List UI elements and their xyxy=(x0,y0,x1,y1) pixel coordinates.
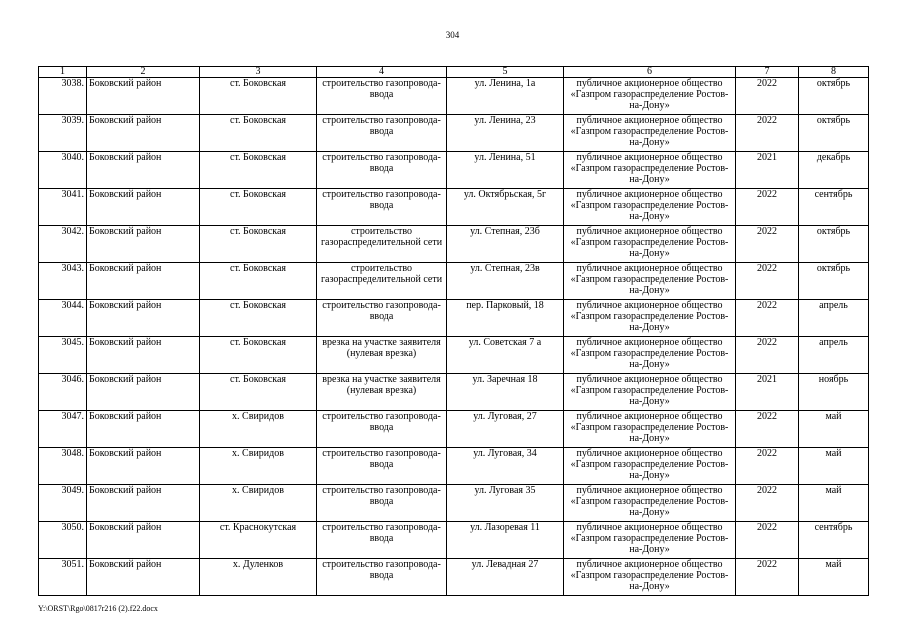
locality-cell: ст. Боковская xyxy=(200,78,317,115)
row-number: 3043. xyxy=(39,263,87,300)
year-cell: 2022 xyxy=(736,78,799,115)
month-cell: октябрь xyxy=(799,78,869,115)
address-cell: ул. Заречная 18 xyxy=(447,374,564,411)
address-cell: ул. Ленина, 51 xyxy=(447,152,564,189)
year-cell: 2022 xyxy=(736,189,799,226)
page-number: 304 xyxy=(445,30,460,40)
row-number: 3038. xyxy=(39,78,87,115)
address-cell: ул. Ленина, 1а xyxy=(447,78,564,115)
year-cell: 2022 xyxy=(736,337,799,374)
owner-cell: публичное акционерное общество «Газпром газораспределение Ростов-на-Дону» xyxy=(564,559,736,596)
locality-cell: х. Свиридов xyxy=(200,411,317,448)
work-type-cell: строительство газораспределительной сети xyxy=(317,226,447,263)
table-row xyxy=(39,337,869,374)
district-cell: Боковский район xyxy=(87,189,200,226)
column-header: 7 xyxy=(736,67,799,78)
row-number: 3051. xyxy=(39,559,87,596)
address-cell: ул. Левадная 27 xyxy=(447,559,564,596)
owner-cell: публичное акционерное общество «Газпром газораспределение Ростов-на-Дону» xyxy=(564,78,736,115)
work-type-cell: строительство газопровода-ввода xyxy=(317,411,447,448)
column-header: 8 xyxy=(799,67,869,78)
table-row xyxy=(39,374,869,411)
column-header: 2 xyxy=(87,67,200,78)
owner-cell: публичное акционерное общество «Газпром газораспределение Ростов-на-Дону» xyxy=(564,263,736,300)
table-row xyxy=(39,411,869,448)
address-cell: ул. Луговая 35 xyxy=(447,485,564,522)
owner-cell: публичное акционерное общество «Газпром газораспределение Ростов-на-Дону» xyxy=(564,300,736,337)
table-row xyxy=(39,78,869,115)
address-cell: ул. Октябрьская, 5г xyxy=(447,189,564,226)
district-cell: Боковский район xyxy=(87,337,200,374)
row-number: 3050. xyxy=(39,522,87,559)
row-number: 3040. xyxy=(39,152,87,189)
table-row xyxy=(39,226,869,263)
year-cell: 2022 xyxy=(736,411,799,448)
work-type-cell: строительство газопровода-ввода xyxy=(317,522,447,559)
district-cell: Боковский район xyxy=(87,300,200,337)
owner-cell: публичное акционерное общество «Газпром газораспределение Ростов-на-Дону» xyxy=(564,226,736,263)
year-cell: 2022 xyxy=(736,522,799,559)
work-type-cell: строительство газопровода-ввода xyxy=(317,152,447,189)
month-cell: май xyxy=(799,448,869,485)
work-type-cell: строительство газопровода-ввода xyxy=(317,78,447,115)
column-header: 4 xyxy=(317,67,447,78)
year-cell: 2022 xyxy=(736,300,799,337)
month-cell: октябрь xyxy=(799,263,869,300)
locality-cell: х. Свиридов xyxy=(200,448,317,485)
month-cell: май xyxy=(799,485,869,522)
year-cell: 2022 xyxy=(736,226,799,263)
owner-cell: публичное акционерное общество «Газпром газораспределение Ростов-на-Дону» xyxy=(564,522,736,559)
district-cell: Боковский район xyxy=(87,115,200,152)
month-cell: май xyxy=(799,559,869,596)
month-cell: апрель xyxy=(799,337,869,374)
year-cell: 2022 xyxy=(736,115,799,152)
locality-cell: ст. Боковская xyxy=(200,115,317,152)
address-cell: ул. Степная, 23б xyxy=(447,226,564,263)
row-number: 3039. xyxy=(39,115,87,152)
table-row xyxy=(39,448,869,485)
row-number: 3041. xyxy=(39,189,87,226)
owner-cell: публичное акционерное общество «Газпром газораспределение Ростов-на-Дону» xyxy=(564,374,736,411)
locality-cell: ст. Боковская xyxy=(200,374,317,411)
year-cell: 2021 xyxy=(736,152,799,189)
locality-cell: ст. Боковская xyxy=(200,263,317,300)
month-cell: октябрь xyxy=(799,115,869,152)
locality-cell: ст. Боковская xyxy=(200,226,317,263)
address-cell: пер. Парковый, 18 xyxy=(447,300,564,337)
locality-cell: ст. Боковская xyxy=(200,300,317,337)
locality-cell: х. Свиридов xyxy=(200,485,317,522)
district-cell: Боковский район xyxy=(87,485,200,522)
owner-cell: публичное акционерное общество «Газпром газораспределение Ростов-на-Дону» xyxy=(564,189,736,226)
owner-cell: публичное акционерное общество «Газпром газораспределение Ростов-на-Дону» xyxy=(564,448,736,485)
district-cell: Боковский район xyxy=(87,263,200,300)
district-cell: Боковский район xyxy=(87,448,200,485)
work-type-cell: строительство газопровода-ввода xyxy=(317,189,447,226)
row-number: 3047. xyxy=(39,411,87,448)
month-cell: декабрь xyxy=(799,152,869,189)
month-cell: сентябрь xyxy=(799,189,869,226)
row-number: 3044. xyxy=(39,300,87,337)
row-number: 3042. xyxy=(39,226,87,263)
work-type-cell: врезка на участке заявителя (нулевая врезка) xyxy=(317,337,447,374)
row-number: 3048. xyxy=(39,448,87,485)
address-cell: ул. Ленина, 23 xyxy=(447,115,564,152)
owner-cell: публичное акционерное общество «Газпром газораспределение Ростов-на-Дону» xyxy=(564,411,736,448)
district-cell: Боковский район xyxy=(87,226,200,263)
month-cell: апрель xyxy=(799,300,869,337)
work-type-cell: строительство газопровода-ввода xyxy=(317,300,447,337)
column-header: 3 xyxy=(200,67,317,78)
table-row xyxy=(39,522,869,559)
year-cell: 2022 xyxy=(736,485,799,522)
year-cell: 2022 xyxy=(736,559,799,596)
table-row xyxy=(39,559,869,596)
district-cell: Боковский район xyxy=(87,411,200,448)
address-cell: ул. Луговая, 34 xyxy=(447,448,564,485)
locality-cell: ст. Боковская xyxy=(200,189,317,226)
row-number: 3045. xyxy=(39,337,87,374)
table-row xyxy=(39,485,869,522)
table-body xyxy=(39,78,869,596)
column-header: 5 xyxy=(447,67,564,78)
table-row xyxy=(39,189,869,226)
work-type-cell: врезка на участке заявителя (нулевая врезка) xyxy=(317,374,447,411)
year-cell: 2022 xyxy=(736,263,799,300)
work-type-cell: строительство газопровода-ввода xyxy=(317,485,447,522)
table-row xyxy=(39,263,869,300)
locality-cell: х. Дуленков xyxy=(200,559,317,596)
footer-file-path: Y:\ORST\Rgo\0817r216 (2).f22.docx xyxy=(38,604,158,613)
work-type-cell: строительство газопровода-ввода xyxy=(317,448,447,485)
district-cell: Боковский район xyxy=(87,374,200,411)
year-cell: 2022 xyxy=(736,448,799,485)
district-cell: Боковский район xyxy=(87,152,200,189)
locality-cell: ст. Краснокутская xyxy=(200,522,317,559)
district-cell: Боковский район xyxy=(87,522,200,559)
year-cell: 2021 xyxy=(736,374,799,411)
row-number: 3046. xyxy=(39,374,87,411)
header-row xyxy=(39,67,869,78)
owner-cell: публичное акционерное общество «Газпром газораспределение Ростов-на-Дону» xyxy=(564,485,736,522)
district-cell: Боковский район xyxy=(87,559,200,596)
address-cell: ул. Луговая, 27 xyxy=(447,411,564,448)
work-type-cell: строительство газораспределительной сети xyxy=(317,263,447,300)
month-cell: май xyxy=(799,411,869,448)
month-cell: сентябрь xyxy=(799,522,869,559)
district-cell: Боковский район xyxy=(87,78,200,115)
row-number: 3049. xyxy=(39,485,87,522)
owner-cell: публичное акционерное общество «Газпром газораспределение Ростов-на-Дону» xyxy=(564,337,736,374)
owner-cell: публичное акционерное общество «Газпром газораспределение Ростов-на-Дону» xyxy=(564,115,736,152)
table-row xyxy=(39,152,869,189)
registry-table xyxy=(38,66,869,596)
month-cell: октябрь xyxy=(799,226,869,263)
address-cell: ул. Степная, 23в xyxy=(447,263,564,300)
address-cell: ул. Советская 7 а xyxy=(447,337,564,374)
work-type-cell: строительство газопровода-ввода xyxy=(317,115,447,152)
column-header: 6 xyxy=(564,67,736,78)
month-cell: ноябрь xyxy=(799,374,869,411)
locality-cell: ст. Боковская xyxy=(200,152,317,189)
owner-cell: публичное акционерное общество «Газпром газораспределение Ростов-на-Дону» xyxy=(564,152,736,189)
table-row xyxy=(39,300,869,337)
table-row xyxy=(39,115,869,152)
locality-cell: ст. Боковская xyxy=(200,337,317,374)
work-type-cell: строительство газопровода-ввода xyxy=(317,559,447,596)
address-cell: ул. Лазоревая 11 xyxy=(447,522,564,559)
column-header: 1 xyxy=(39,67,87,78)
